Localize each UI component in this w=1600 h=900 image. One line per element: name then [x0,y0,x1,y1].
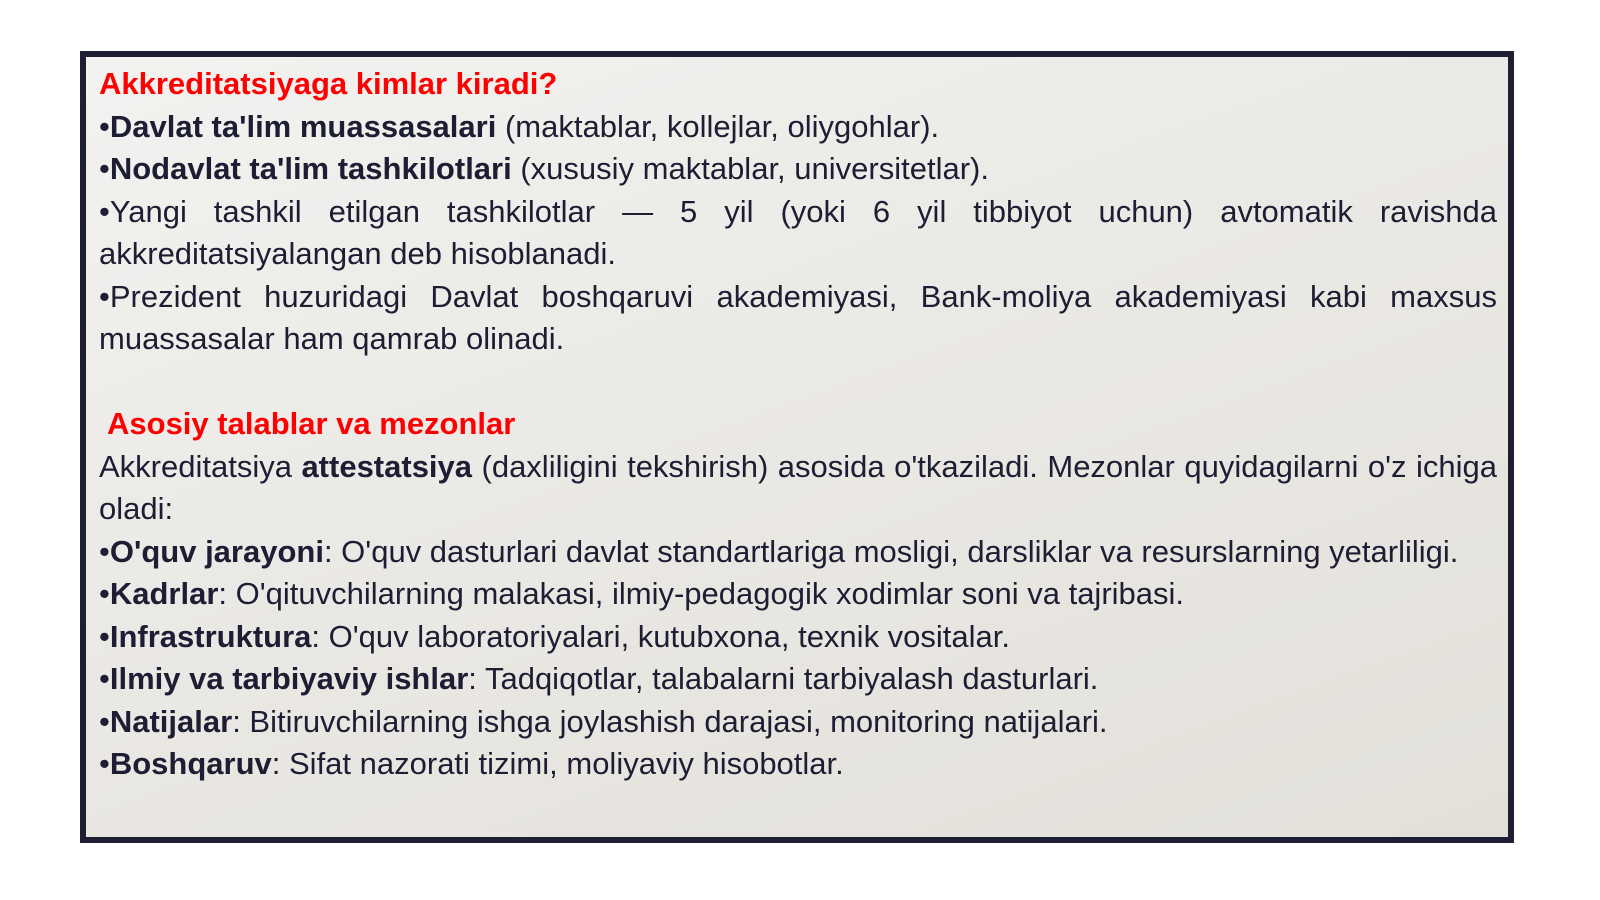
section1-heading: Akkreditatsiyaga kimlar kiradi? [99,66,558,101]
bullet: • [99,108,110,144]
intro-paragraph [99,446,1497,531]
bullet: • [99,533,110,569]
criteria-term: Boshqaruv [109,746,272,781]
criteria-text: : Tadqiqotlar, talabalarni tarbiyalash dasturlari. [468,661,1099,696]
criteria-item [99,701,1497,744]
criteria-text: : Bitiruvchilarning ishga joylashish darajasi, monitoring natijalari. [232,703,1108,739]
item-text: Prezident huzuridagi Davlat boshqaruvi akademiyasi, Bank-moliya akademiyasi kabi maxsus muassasalar ham qamrab olinadi. [99,278,1497,356]
item-text: (xususiy maktablar, universitetlar). [511,151,989,186]
criteria-term: Ilmiy va tarbiyaviy ishlar [109,661,469,696]
criteria-term: Natijalar [109,703,233,739]
criteria-text: : Sifat nazorati tizimi, moliyaviy hisobotlar. [271,746,844,781]
criteria-term: O'quv jarayoni [109,533,324,569]
content-frame [80,51,1514,843]
intro-term: attestatsiya [301,448,473,484]
criteria-item [99,573,1497,616]
list-item [99,276,1497,361]
list-item [99,148,1497,191]
list-item [99,191,1497,276]
list-item [99,106,1497,149]
bullet: • [99,618,110,654]
slide-content [99,63,1497,786]
criteria-term: Infrastruktura [109,618,312,654]
criteria-text: : O'quv dasturlari davlat standartlariga mosligi, darsliklar va resurslarning yetarliligi. [323,533,1459,569]
bullet: • [99,703,110,739]
item-text: (maktablar, kollejlar, oliygohlar). [496,108,940,144]
bullet: • [99,661,110,696]
bullet: • [99,576,110,611]
criteria-item [99,531,1497,574]
bullet: • [99,278,110,314]
item-text: Yangi tashkil etilgan tashkilotlar — 5 yil (yoki 6 yil tibbiyot uchun) avtomatik ravishda akkreditatsiyalangan deb hisoblanadi. [99,193,1497,271]
item-term: Davlat ta'lim muassasalari [109,108,497,144]
criteria-item [99,743,1497,786]
bullet: • [99,746,110,781]
item-term: Nodavlat ta'lim tashkilotlari [109,151,512,186]
criteria-text: : O'quv laboratoriyalari, kutubxona, texnik vositalar. [311,618,1011,654]
criteria-term: Kadrlar [109,576,219,611]
intro-after: (daxliligini tekshirish) asosida o'tkaziladi. Mezonlar quyidagilarni o'z ichiga oladi: [99,448,1497,526]
bullet: • [99,151,110,186]
criteria-item [99,658,1497,701]
intro-before: Akkreditatsiya [99,448,302,484]
section2-heading: Asosiy talablar va mezonlar [107,406,516,441]
blank-line [99,361,1497,404]
criteria-item [99,616,1497,659]
bullet: • [99,193,110,229]
criteria-text: : O'qituvchilarning malakasi, ilmiy-pedagogik xodimlar soni va tajribasi. [218,576,1185,611]
